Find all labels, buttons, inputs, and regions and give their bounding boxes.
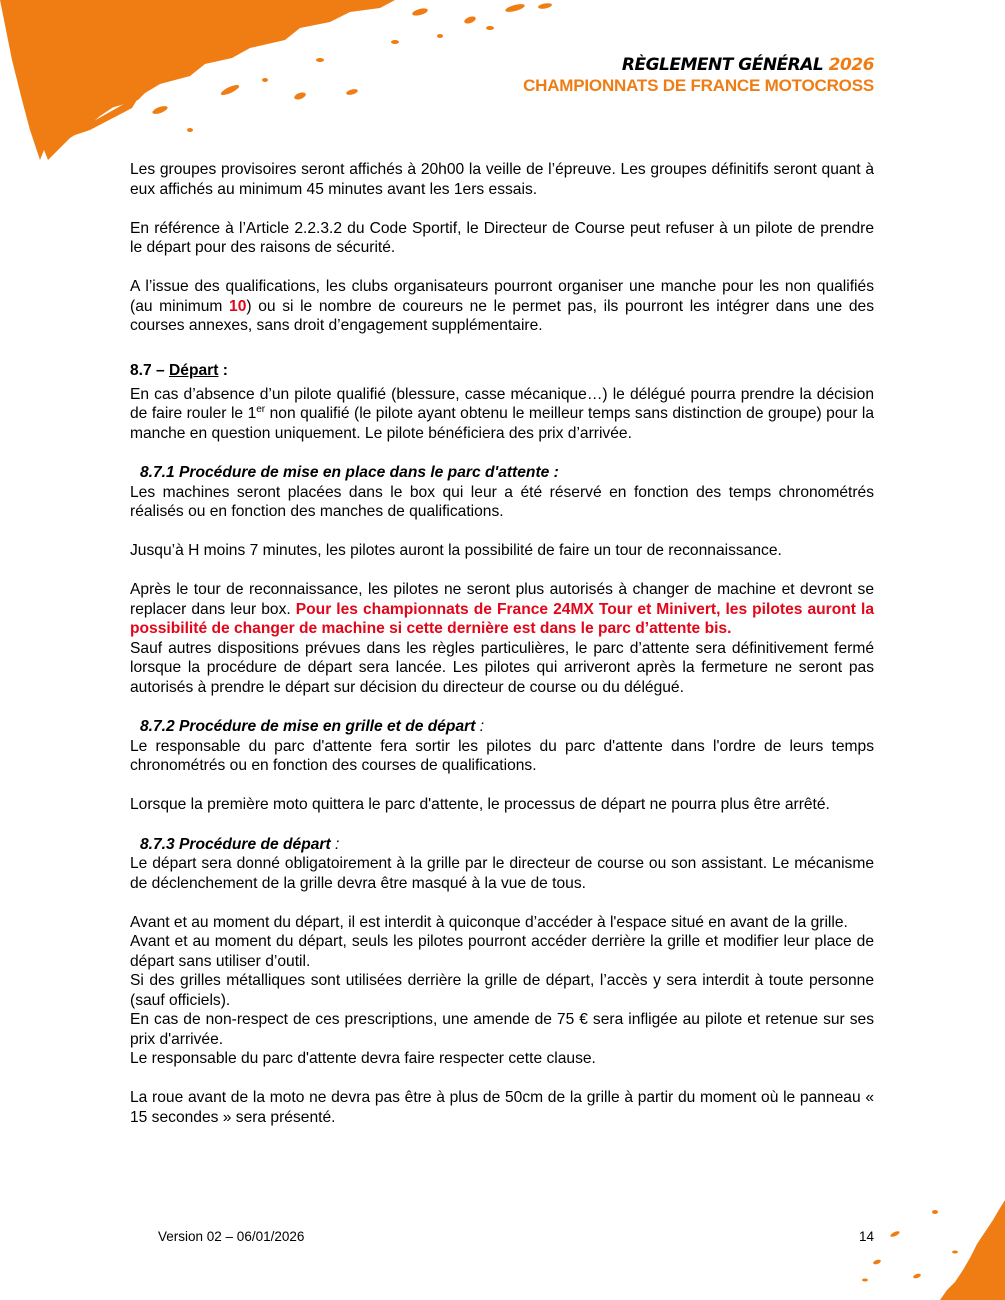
section-heading-8-7 <box>130 361 874 381</box>
orange-brush-decoration-bottom <box>825 1190 1005 1300</box>
paragraph-code-sportif: En référence à l’Article 2.2.3.2 du Code Sportif, le Directeur de Course peut refuser à un pilote de prendre le départ pour des raisons de sécurité. <box>130 219 874 256</box>
paragraph-amende: En cas de non-respect de ces prescriptions, une amende de 75 € sera infligée au pilote et retenue sur ses prix d'arrivée. <box>130 1011 874 1048</box>
header-title <box>523 55 874 75</box>
paragraph-premiere-moto: Lorsque la première moto quittera le parc d'attente, le processus de départ ne pourra plus être arrêté. <box>130 796 830 813</box>
page-number: 14 <box>859 1229 875 1244</box>
header-title-main: RÈGLEMENT GÉNÉRAL <box>621 55 824 75</box>
paragraph-groups: Les groupes provisoires seront affichés à 20h00 la veille de l’épreuve. Les groupes définitifs seront quant à eux affichés au minimum 45 minutes avant les 1ers essais. <box>130 161 874 198</box>
header-title-year: 2026 <box>828 55 874 75</box>
paragraph-text: A l’issue des qualifications, les clubs organisateurs pourront organiser une manche pour les non qualifiés (au minimum <box>130 278 874 315</box>
subsection-colon: : <box>475 718 485 735</box>
section-colon: : <box>218 362 228 379</box>
paragraph-apres-tour <box>130 580 874 639</box>
document-header <box>523 55 874 97</box>
superscript: er <box>256 403 266 415</box>
paragraph-responsable: Le responsable du parc d'attente devra faire respecter cette clause. <box>130 1050 596 1067</box>
subsection-heading-8-7-1: 8.7.1 Procédure de mise en place dans le parc d'attente : <box>140 464 559 481</box>
document-body <box>130 160 874 1127</box>
subsection-title: 8.7.2 Procédure de mise en grille et de départ <box>140 718 476 735</box>
section-title: Départ <box>169 362 219 379</box>
subsection-heading-8-7-2 <box>130 717 874 737</box>
paragraph-text: ) ou si le nombre de coureurs ne le permet pas, ils pourront les intégrer dans une des courses annexes, sans droit d’engagement supplémentaire. <box>130 297 874 334</box>
paragraph-roue-avant: La roue avant de la moto ne devra pas être à plus de 50cm de la grille à partir du moment où le panneau « 15 secondes » sera présenté. <box>130 1089 874 1126</box>
section-number: 8.7 – <box>130 362 170 379</box>
subsection-title: 8.7.3 Procédure de départ <box>140 835 331 853</box>
paragraph-espace-avant: Avant et au moment du départ, il est interdit à quiconque d’accéder à l'espace situé en avant de la grille. <box>130 913 848 931</box>
header-subtitle: CHAMPIONNATS DE FRANCE MOTOCROSS <box>523 76 874 95</box>
paragraph-reconnaissance: Jusqu’à H moins 7 minutes, les pilotes auront la possibilité de faire un tour de reconnaissance. <box>130 542 782 559</box>
paragraph-sortie-parc: Le responsable du parc d'attente fera sortir les pilotes du parc d'attente dans l'ordre de leurs temps chronométrés ou en fonction des courses de qualifications. <box>130 737 874 774</box>
paragraph-text: non qualifié (le pilote ayant obtenu le meilleur temps sans distinction de groupe) pour la manche en question uniquement. Le pilote bénéficiera des prix d’arrivée. <box>130 405 875 442</box>
subsection-heading-8-7-3 <box>130 835 874 855</box>
paragraph-text: En cas d’absence d’un pilote qualifié (blessure, casse mécanique…) le délégué pourra prendre la décision de faire rouler le 1 <box>130 385 874 422</box>
paragraph-parc-ferme: Sauf autres dispositions prévues dans les règles particulières, le parc d’attente sera définitivement fermé lorsque la procédure de départ sera lancée. Les pilotes qui arriveront après la fermeture ne seront pas autorisés à prendre le départ sur décision du directeur de course ou du délégué. <box>130 639 874 696</box>
paragraph-pilotes-grille: Avant et au moment du départ, seuls les pilotes pourront accéder derrière la grille et modifier leur place de départ sans utiliser d’outil. <box>130 933 874 970</box>
paragraph-text: Après le tour de reconnaissance, les pilotes ne seront plus autorisés à changer de machine et devront se replacer dans leur box. <box>130 581 874 618</box>
highlight-number: 10 <box>229 297 247 315</box>
paragraph-machines: Les machines seront placées dans le box qui leur a été réservé en fonction des temps chronométrés réalisés ou en fonction des manches de qualifications. <box>130 483 874 520</box>
paragraph-depart <box>130 385 874 444</box>
paragraph-grilles-metalliques: Si des grilles métalliques sont utilisées derrière la grille de départ, l’accès y sera interdit à toute personne (sauf officiels). <box>130 972 874 1009</box>
subsection-colon: : <box>330 835 340 853</box>
orange-brush-decoration <box>0 0 580 170</box>
highlight-text: Pour les championnats de France 24MX Tour et Minivert, les pilotes auront la possibilité de changer de machine si cette dernière est dans le parc d’attente bis. <box>130 600 874 637</box>
paragraph-non-qualifies <box>130 277 874 336</box>
footer-version: Version 02 – 06/01/2026 <box>158 1229 305 1244</box>
paragraph-depart-grille: Le départ sera donné obligatoirement à la grille par le directeur de course ou son assistant. Le mécanisme de déclenchement de la grille devra être masqué à la vue de tous. <box>130 855 874 892</box>
